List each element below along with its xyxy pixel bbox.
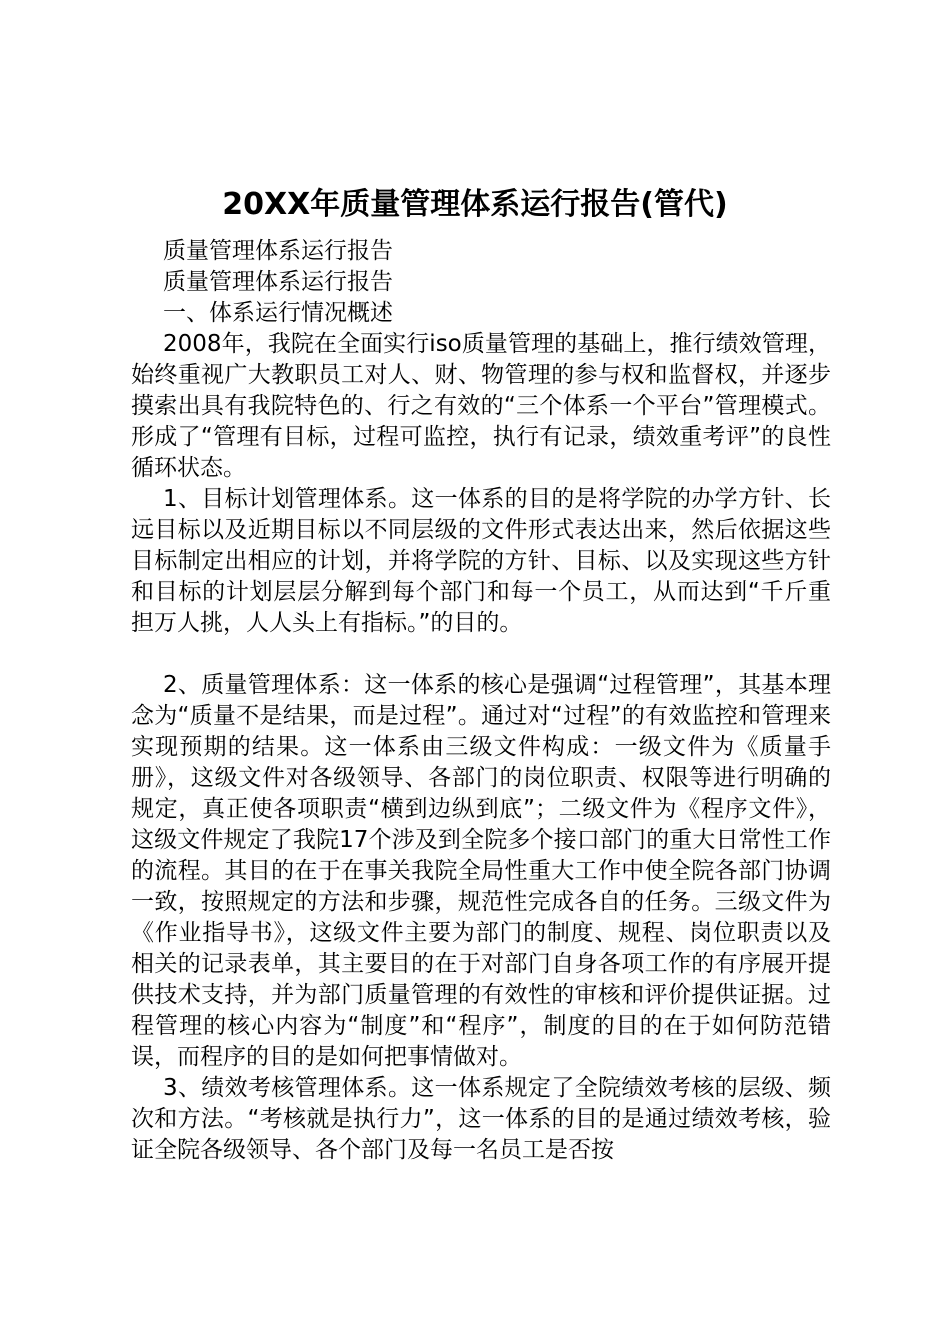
paragraph-quality-system: 2、质量管理体系：这一体系的核心是强调“过程管理”，其基本理念为“质量不是结果，而是过程”。通过对“过程”的有效监控和管理来实现预期的结果。这一体系由三级文件构成：一级文件为《质量手册》，这级文件对各级领导、各部门的岗位职责、权限等进行明确的规定，真正使各项职责“横到边纵到底”；二级文件为《程序文件》，这级文件规定了我院17个涉及到全院多个接口部门的重大日常性工作的流程。其目的在于在事关我院全局性重大工作中使全院各部门协调一致，按照规定的方法和步骤，规范性完成各自的任务。三级文件为《作业指导书》，这级文件主要为部门的制度、规程、岗位职责以及相关的记录表单，其主要目的在于对部门自身各项工作的有序展开提供技术支持，并为部门质量管理的有效性的审核和评价提供证据。过程管理的核心内容为“制度”和“程序”，制度的目的在于如何防范错误，而程序的目的是如何把事情做对。 — [131, 672, 831, 1070]
paragraph-target-plan-system: 1、目标计划管理体系。这一体系的目的是将学院的办学方针、长远目标以及近期目标以不同层级的文件形式表达出来，然后依据这些目标制定出相应的计划，并将学院的方针、目标、以及实现这些方针和目标的计划层层分解到每个部门和每一个员工，从而达到“千斤重担万人挑，人人头上有指标。”的目的。 — [131, 486, 831, 636]
section-heading-overview: 一、体系运行情况概述 — [163, 300, 393, 326]
heading-report-1: 质量管理体系运行报告 — [163, 238, 393, 264]
document-body — [131, 236, 831, 1166]
document-title: 20XX年质量管理体系运行报告(管代) — [222, 187, 728, 222]
heading-report-2: 质量管理体系运行报告 — [163, 269, 393, 295]
paragraph-overview: 2008年，我院在全面实行iso质量管理的基础上，推行绩效管理，始终重视广大教职员工对人、财、物管理的参与权和监督权，并逐步摸索出具有我院特色的、行之有效的“三个体系一个平台”管理模式。形成了“管理有目标，过程可监控，执行有记录，绩效重考评”的良性循环状态。 — [131, 331, 831, 481]
paragraph-performance-system: 3、绩效考核管理体系。这一体系规定了全院绩效考核的层级、频次和方法。“考核就是执行力”，这一体系的目的是通过绩效考核，验证全院各级领导、各个部门及每一名员工是否按 — [131, 1075, 831, 1163]
blank-line — [131, 639, 831, 670]
